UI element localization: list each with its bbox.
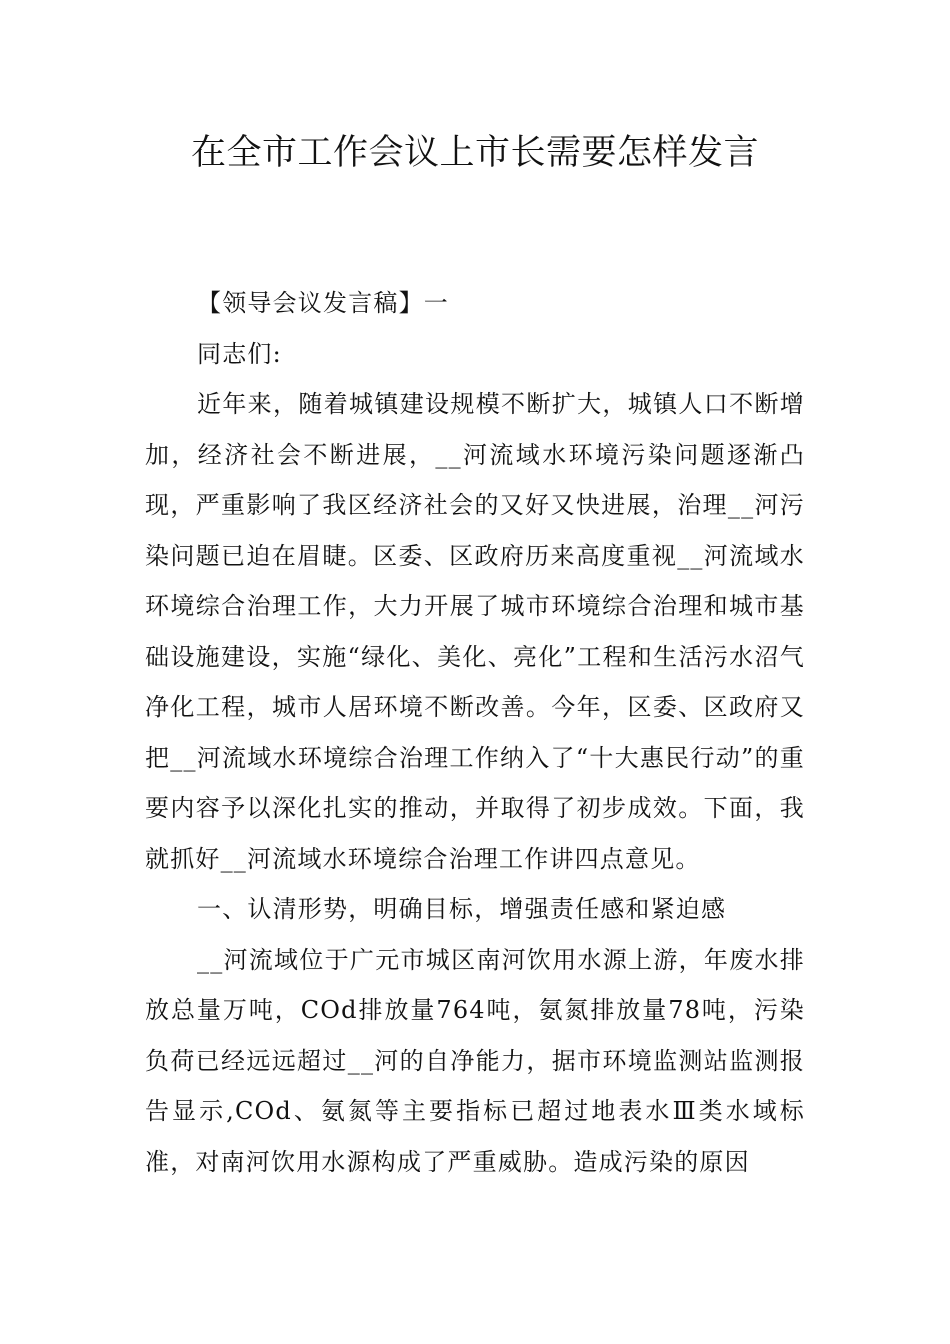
paragraph-section-heading: 一、认清形势，明确目标，增强责任感和紧迫感 [197, 895, 727, 923]
document-body [145, 278, 805, 1187]
paragraph-pollution-status: __河流域位于广元市城区南河饮用水源上游，年废水排放总量万吨，COd排放量764吨，氨氮排放量78吨，污染负荷已经远远超过__河的自净能力，据市环境监测站监测报告显示,COd、氨氮等主要指标已超过地表水Ⅲ类水域标准，对南河饮用水源构成了严重威胁。造成污染的原因 [145, 945, 805, 1176]
paragraph-salutation: 同志们: [197, 339, 282, 368]
paragraph-heading-tag: 【领导会议发言稿】一 [197, 289, 449, 317]
document-title: 在全市工作会议上市长需要怎样发言 [190, 133, 759, 173]
paragraph-introduction: 近年来，随着城镇建设规模不断扩大，城镇人口不断增加，经济社会不断进展，__河流域水环境污染问题逐渐凸现，严重影响了我区经济社会的又好又快进展，治理__河污染问题已迫在眉睫。区委、区政府历来高度重视__河流域水环境综合治理工作，大力开展了城市环境综合治理和城市基础设施建设，实施“绿化、美化、亮化”工程和生活污水沼气净化工程，城市人居环境不断改善。今年，区委、区政府又把__河流域水环境综合治理工作纳入了“十大惠民行动”的重要内容予以深化扎实的推动，并取得了初步成效。下面，我就抓好__河流域水环境综合治理工作讲四点意见。 [145, 390, 805, 873]
